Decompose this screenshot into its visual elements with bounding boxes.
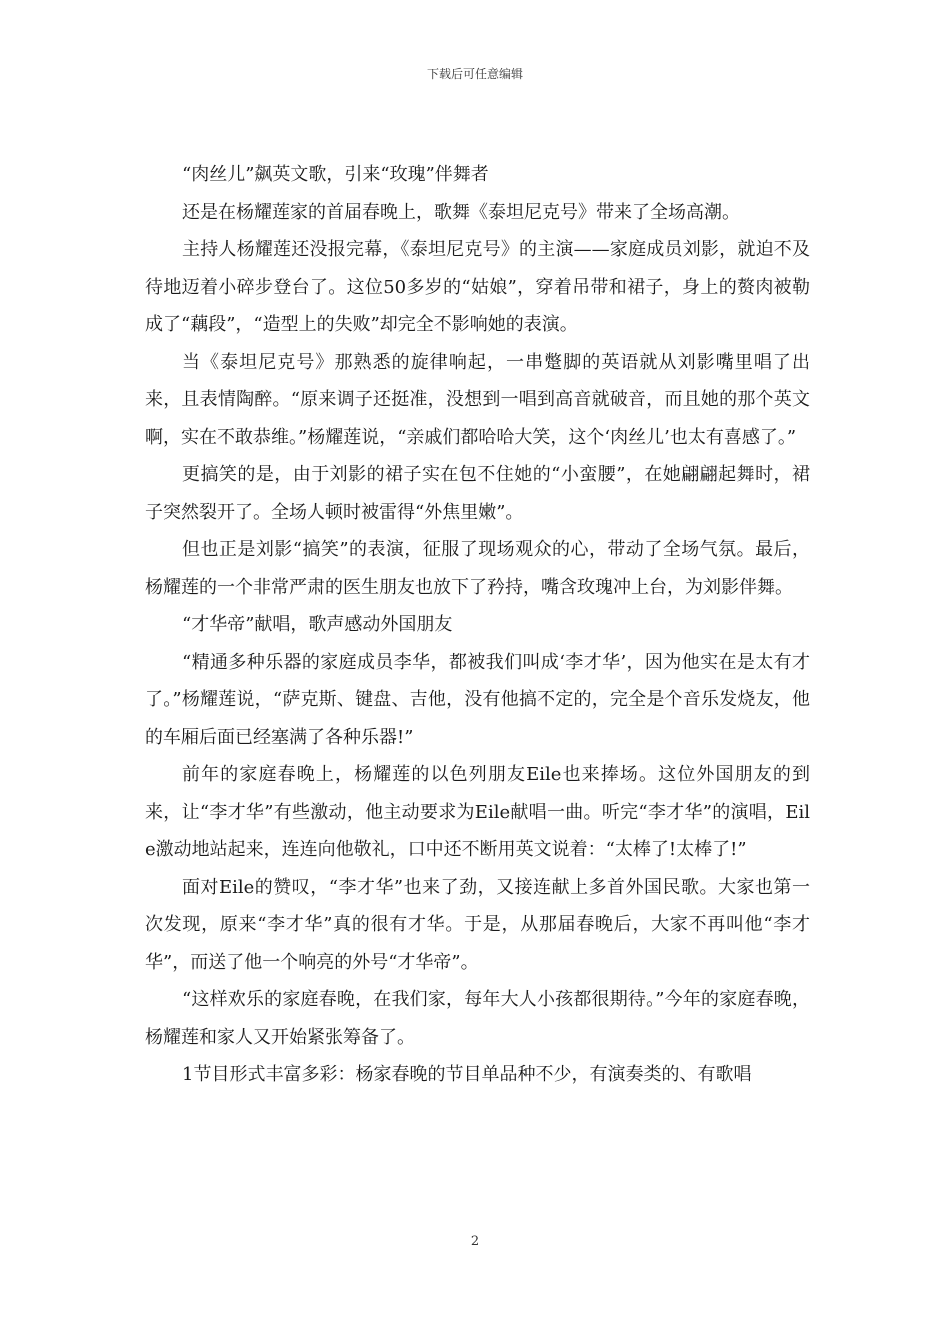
paragraph: 但也正是刘影“搞笑”的表演，征服了现场观众的心，带动了全场气氛。最后，杨耀莲的一个非常严肃的医生朋友也放下了矜持，嘴含玫瑰冲上台，为刘影伴舞。 [145, 539, 810, 598]
paragraph: 更搞笑的是，由于刘影的裙子实在包不住她的“小蛮腰”，在她翩翩起舞时，裙子突然裂开了。全场人顿时被雷得“外焦里嫩”。 [145, 464, 810, 523]
paragraph: “精通多种乐器的家庭成员李华，都被我们叫成‘李才华’，因为他实在是太有才了。”杨耀莲说，“萨克斯、键盘、吉他，没有他搞不定的，完全是个音乐发烧友，他的车厢后面已经塞满了各种乐器!” [145, 651, 810, 748]
page-header-note: 下载后可任意编辑 [426, 67, 523, 81]
section-heading: “肉丝儿”飙英文歌，引来“玫瑰”伴舞者 [182, 164, 489, 185]
paragraph: 主持人杨耀莲还没报完幕，《泰坦尼克号》的主演——家庭成员刘影，就迫不及待地迈着小碎步登台了。这位50多岁的“姑娘”，穿着吊带和裙子，身上的赘肉被勒成了“藕段”，“造型上的失败”却完全不影响她的表演。 [145, 239, 810, 335]
page-number: 2 [470, 1234, 480, 1249]
paragraph: 前年的家庭春晚上，杨耀莲的以色列朋友Eile也来捧场。这位外国朋友的到来，让“李才华”有些激动，他主动要求为Eile献唱一曲。听完“李才华”的演唱，Eile激动地站起来，连连向他敬礼，口中还不断用英文说着：“太棒了!太棒了!” [145, 764, 810, 860]
paragraph: “这样欢乐的家庭春晚，在我们家，每年大人小孩都很期待。”今年的家庭春晚，杨耀莲和家人又开始紧张筹备了。 [145, 989, 810, 1048]
paragraph: 1节目形式丰富多彩：杨家春晚的节目单品种不少，有演奏类的、有歌唱 [182, 1064, 752, 1085]
section-heading: “才华帝”献唱，歌声感动外国朋友 [182, 614, 453, 635]
paragraph: 当《泰坦尼克号》那熟悉的旋律响起，一串蹩脚的英语就从刘影嘴里唱了出来，且表情陶醉。“原来调子还挺准，没想到一唱到高音就破音，而且她的那个英文啊，实在不敢恭维。”杨耀莲说，“亲戚们都哈哈大笑，这个‘肉丝儿’也太有喜感了。” [145, 351, 810, 448]
paragraph: 还是在杨耀莲家的首届春晚上，歌舞《泰坦尼克号》带来了全场高潮。 [182, 201, 740, 223]
document-body [145, 156, 810, 1094]
paragraph: 面对Eile的赞叹，“李才华”也来了劲，又接连献上多首外国民歌。大家也第一次发现，原来“李才华”真的很有才华。于是，从那届春晚后，大家不再叫他“李才华”，而送了他一个响亮的外号“才华帝”。 [145, 876, 810, 973]
